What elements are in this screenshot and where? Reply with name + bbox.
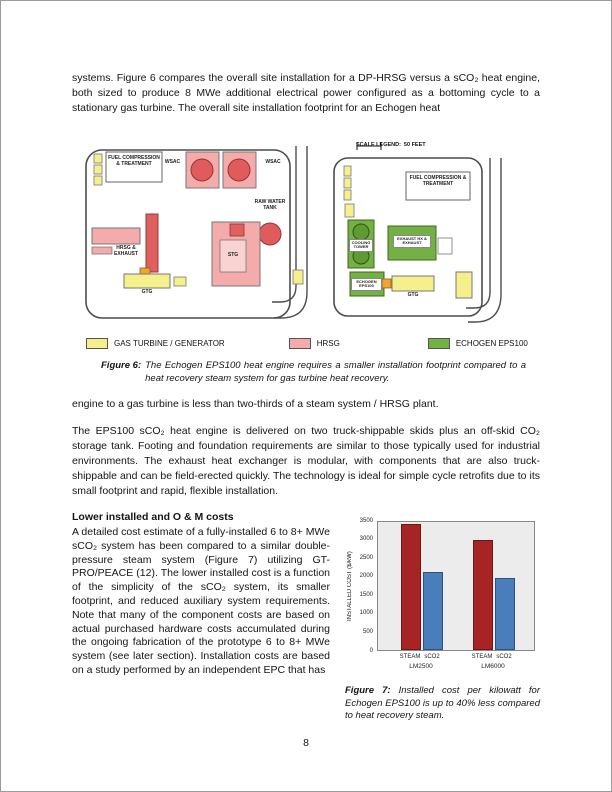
fig7-bar-label-STEAM-LM6000: STEAM [471,654,493,660]
fig7-plot [377,521,535,651]
legend-item-hrsg [289,338,340,349]
intro-paragraph: systems. Figure 6 compares the overall site installation for a DP-HRSG versus a sCO₂ heat engine, both sized to produce 8 MWe additional electrical power configured as a bottoming cycle to a stationary gas turbine. The overall site installation footprint for an Echogen heat [72,72,540,114]
figure6-caption-text: The Echogen EPS100 heat engine requires a smaller installation footprint compared to a heat recovery steam system for gas turbine heat recovery. [145,360,526,384]
fig7-bar-label-sCO2-LM2500: sCO2 [424,654,440,660]
label-fuel-compression-right: FUEL COMPRESSION & TREATMENT [409,175,467,187]
bar-sCO2-LM2500 [423,572,443,650]
fig7-ytick-2500: 2500 [359,554,373,561]
label-exhaust-hx: EXHAUST HX & EXHAUST [393,235,431,248]
legend-label-echogen: ECHOGEN EPS100 [455,339,528,348]
section-heading: Lower installed and O & M costs [72,511,234,523]
figure7-caption-text: Installed cost per kilowatt for Echogen EPS100 is up to 40% less compared to heat recovery steam. [345,685,541,721]
figure6-diagrams [72,142,540,328]
label-stg: STG [227,252,239,258]
bar-STEAM-LM6000 [473,540,493,650]
legend-item-echogen [428,338,528,349]
site-diagram-steam [84,144,312,326]
legend-swatch-0 [86,338,108,349]
figure6-caption-label: Figure 6: [101,360,142,371]
figure7-caption [345,685,540,723]
fig7-ytick-1000: 1000 [359,610,373,617]
fig7-category-label-LM6000: LM6000 [481,663,505,670]
scale-value-label: 50 FEET [403,142,426,148]
scale-legend-label: SCALE LEGEND: [356,142,401,148]
bar-STEAM-LM2500 [401,524,421,650]
label-gtg-left: GTG [141,289,153,295]
fig7-ytick-1500: 1500 [359,591,373,598]
label-wsac-right: WSAC [265,159,281,165]
label-fuel-compression-left: FUEL COMPRESSION & TREATMENT [108,155,160,167]
label-raw-water-tank: RAW WATER TANK [254,199,286,211]
left-column [72,511,330,723]
figure6-legend [86,338,540,349]
label-hrsg-exhaust: HRSG & EXHAUST [114,245,138,257]
fig7-ytick-500: 500 [362,628,373,635]
figure6-caption [101,360,526,385]
legend-label-hrsg: HRSG [316,339,340,348]
bar-sCO2-LM6000 [495,578,515,650]
label-wsac-left: WSAC [164,159,181,165]
fig7-y-axis-label: INSTALLED COST ($/kW) [347,551,353,621]
fig7-ytick-2000: 2000 [359,573,373,580]
label-gtg-right: GTG [407,292,419,298]
label-echogen-eps100: ECHOGEN EPS100 [351,278,382,291]
site-plan-steam-drawing [84,144,312,326]
fig7-bar-label-STEAM-LM2500: STEAM [399,654,421,660]
mid-paragraph: engine to a gas turbine is less than two-thirds of a steam system / HRSG plant. [72,398,439,410]
section-lower-installed [72,511,540,723]
fig7-bar-label-sCO2-LM6000: sCO2 [496,654,512,660]
figure7 [345,511,540,723]
fig7-ytick-3000: 3000 [359,536,373,543]
fig7-ytick-0: 0 [369,647,373,654]
body-paragraph: The EPS100 sCO₂ heat engine is delivered on two truck-shippable skids plus an off-skid CO₂ storage tank. Footing and foundation requirements are similar to those typically used for industrial environments. The exhaust heat exchanger is modular, with components that are also truck-shippable and can be field-erected quickly. The technology is ideal for simple cycle retrofits due to its small footprint and rapid, flexible installation. [72,425,540,497]
fig7-category-label-LM2500: LM2500 [409,663,433,670]
page-number: 8 [303,737,309,749]
left-column-paragraph: A detailed cost estimate of a fully-installed 6 to 8+ MWe sCO₂ system has been compared to a similar double-pressure steam system (Figure 7) utilizing GT-PRO/PEACE (12). The lower installed cost is a function of the simplicity of the sCO₂ system, its smaller footprint, and reduced auxiliary system requirements. Note that many of the component costs are based on actual purchased hardware costs accumulated during the ongoing fabrication of the prototype 6 to 8+ MWe system (see later section). Installation costs are based on a study performed by an independent EPC that has [72,526,330,676]
fig7-ytick-3500: 3500 [359,517,373,524]
fig7-chart [345,515,540,675]
site-diagram-echogen [330,142,526,326]
legend-swatch-1 [289,338,311,349]
legend-label-gas-turbine: GAS TURBINE / GENERATOR [114,339,225,348]
figure7-caption-label: Figure 7: [345,685,391,696]
legend-item-gas-turbine [86,338,225,349]
label-cooling-tower: COOLING TOWER [349,239,373,252]
legend-swatch-2 [428,338,450,349]
